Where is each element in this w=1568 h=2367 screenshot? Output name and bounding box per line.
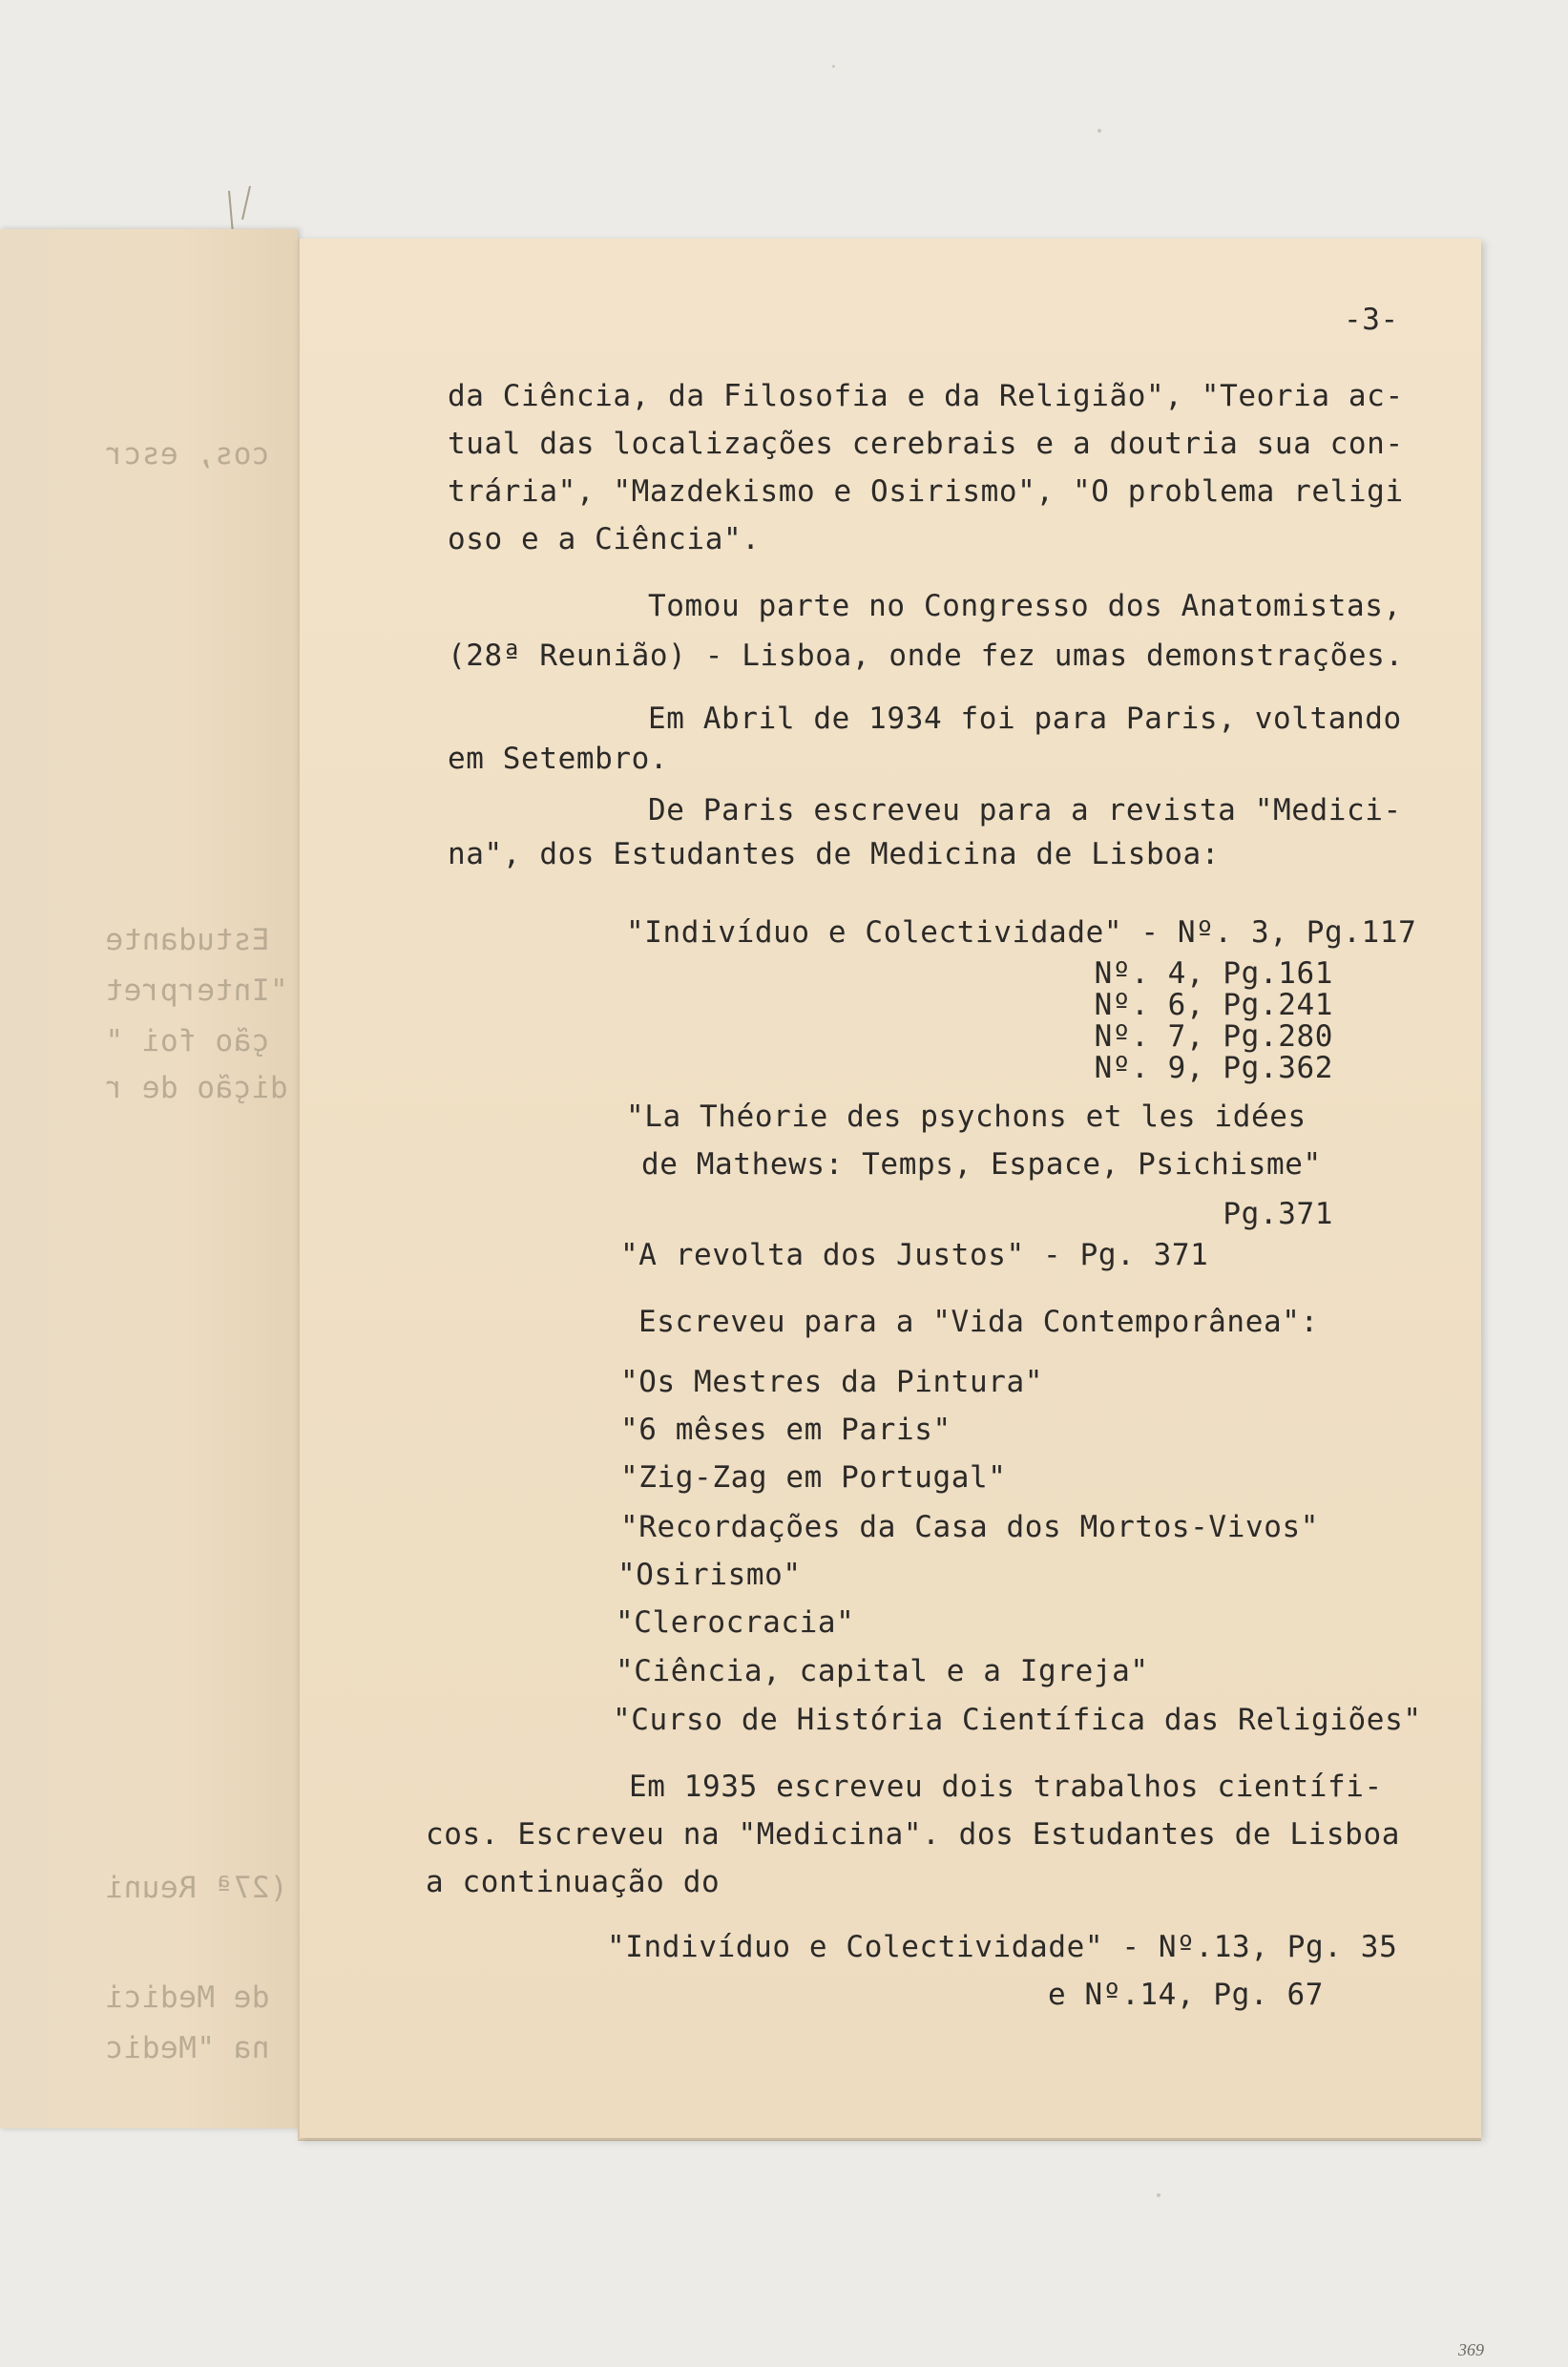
text-line: "Indivíduo e Colectividade" - Nº. 3, Pg.117	[626, 915, 1417, 950]
text-line: Escreveu para a "Vida Contemporânea":	[638, 1305, 1319, 1339]
bleed-text: Estudante	[105, 923, 270, 957]
speck	[1157, 2193, 1160, 2197]
text-line: Em 1935 escreveu dois trabalhos científi-	[629, 1770, 1383, 1804]
page-number: -3-	[1344, 303, 1399, 337]
text-line: "Indivíduo e Colectividade" - Nº.13, Pg. 35	[607, 1930, 1398, 1964]
text-line: Tomou parte no Congresso dos Anatomistas,	[648, 589, 1402, 623]
bleed-text: "Interpret	[105, 974, 288, 1008]
text-line: Nº. 7, Pg.280	[1094, 1019, 1333, 1054]
text-line: na", dos Estudantes de Medicina de Lisboa:	[448, 837, 1221, 871]
text-line: De Paris escreveu para a revista "Medici-	[648, 793, 1402, 827]
left-page	[0, 229, 298, 2128]
speck	[1098, 129, 1101, 133]
bleed-text: dição de r	[105, 1071, 288, 1105]
bleed-text: ção foi "	[105, 1024, 270, 1058]
archive-number: 369	[1458, 2340, 1484, 2359]
text-line: Pg.371	[1223, 1197, 1333, 1231]
text-line: "Curso de História Científica das Religiões"	[613, 1703, 1422, 1737]
text-line: Nº. 6, Pg.241	[1094, 988, 1333, 1022]
text-line: oso e a Ciência".	[448, 522, 761, 556]
document-page	[298, 239, 1481, 2138]
text-line: da Ciência, da Filosofia e da Religião", "Teoria ac-	[448, 379, 1404, 413]
text-line: cos. Escreveu na "Medicina". dos Estudantes de Lisboa	[426, 1817, 1400, 1852]
text-line: "6 mêses em Paris"	[620, 1413, 951, 1447]
text-line: "Zig-Zag em Portugal"	[620, 1460, 1007, 1495]
text-line: (28ª Reunião) - Lisboa, onde fez umas demonstrações.	[448, 639, 1404, 673]
text-line: Nº. 9, Pg.362	[1094, 1051, 1333, 1085]
text-line: Nº. 4, Pg.161	[1094, 956, 1333, 991]
bleed-text: na "Medic	[105, 2031, 270, 2065]
text-line: "Ciência, capital e a Igreja"	[616, 1654, 1149, 1688]
text-line: "Recordações da Casa dos Mortos-Vivos"	[620, 1510, 1320, 1544]
text-line: de Mathews: Temps, Espace, Psichisme"	[641, 1147, 1322, 1182]
bleed-text: cos, escr	[105, 437, 270, 471]
text-line: tual das localizações cerebrais e a doutria sua con-	[448, 427, 1404, 461]
text-line: "Osirismo"	[617, 1558, 802, 1592]
text-line: "A revolta dos Justos" - Pg. 371	[620, 1238, 1209, 1272]
text-line: trária", "Mazdekismo e Osirismo", "O problema religi	[448, 474, 1404, 509]
text-line: "La Théorie des psychons et les idées	[626, 1100, 1307, 1134]
text-line: "Os Mestres da Pintura"	[620, 1365, 1044, 1399]
speck	[832, 65, 835, 68]
text-line: a continuação do	[426, 1865, 721, 1899]
text-line: em Setembro.	[448, 742, 669, 776]
bleed-text: (27ª Reuni	[105, 1871, 288, 1905]
bleed-text: de Medici	[105, 1980, 270, 2015]
text-line: Em Abril de 1934 foi para Paris, voltando	[648, 702, 1402, 736]
text-line: "Clerocracia"	[616, 1605, 855, 1640]
text-line: e Nº.14, Pg. 67	[1048, 1978, 1324, 2012]
